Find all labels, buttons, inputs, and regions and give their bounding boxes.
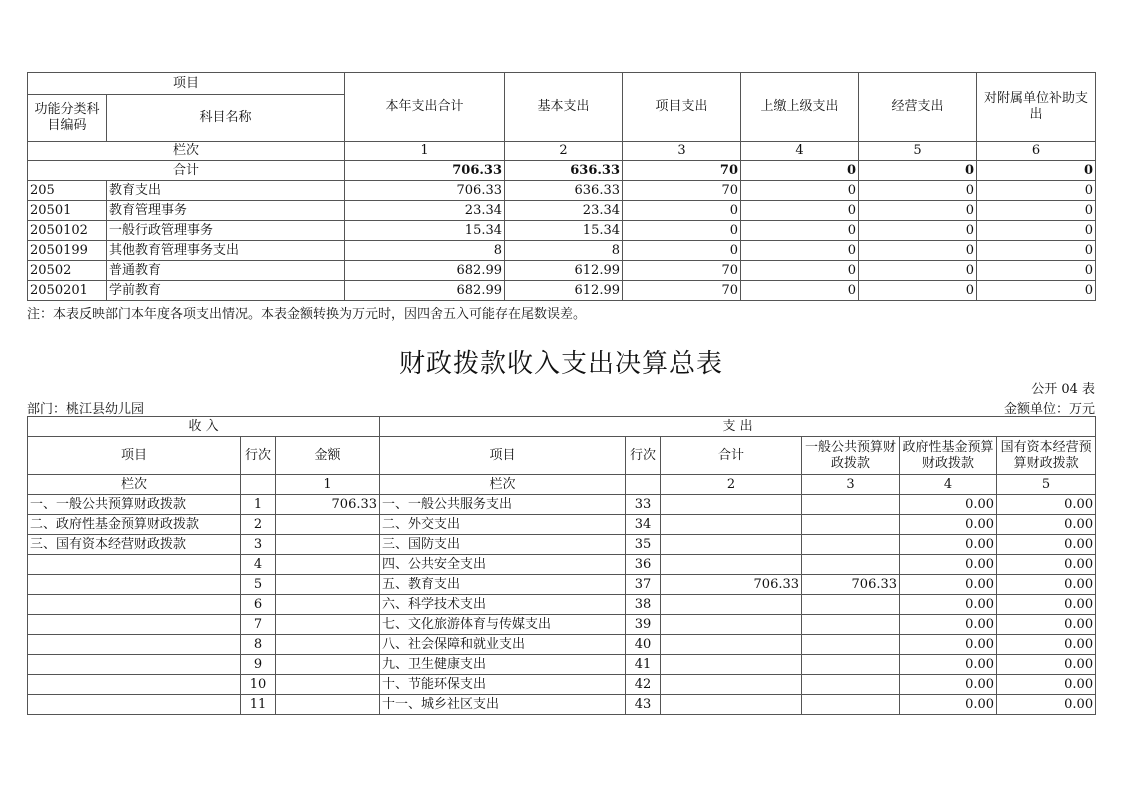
row-value: 0 <box>859 181 977 201</box>
row-value: 682.99 <box>345 261 505 281</box>
expense-general <box>802 695 900 715</box>
income-amount <box>276 675 380 695</box>
table-row <box>28 261 1096 281</box>
expense-general <box>802 535 900 555</box>
income-amount <box>276 555 380 575</box>
total-row <box>28 161 1096 181</box>
row-value: 70 <box>623 181 741 201</box>
total-label: 合计 <box>28 161 345 181</box>
expense-total <box>661 595 802 615</box>
income-amount <box>276 515 380 535</box>
col-header-project: 项目支出 <box>623 73 741 142</box>
form-code: 公开 04 表 <box>1031 382 1095 397</box>
exp-gov-fund-header: 政府性基金预算财政拨款 <box>900 437 997 475</box>
table-row <box>28 675 1096 695</box>
expense-general <box>802 675 900 695</box>
row-value: 0 <box>623 241 741 261</box>
expense-gov-fund: 0.00 <box>900 655 997 675</box>
row-name: 一般行政管理事务 <box>107 221 345 241</box>
row-value: 682.99 <box>345 281 505 301</box>
expense-line: 41 <box>626 655 661 675</box>
row-value: 0 <box>623 201 741 221</box>
inc-project-header: 项目 <box>28 437 241 475</box>
total-cell: 0 <box>977 161 1096 181</box>
row-name: 教育支出 <box>107 181 345 201</box>
table-row <box>28 575 1096 595</box>
col-num: 3 <box>623 142 741 161</box>
expense-gov-fund: 0.00 <box>900 515 997 535</box>
expense-total <box>661 635 802 655</box>
table-row <box>28 495 1096 515</box>
col-num: 3 <box>802 475 900 495</box>
income-item: 二、政府性基金预算财政拨款 <box>28 515 241 535</box>
row-name: 教育管理事务 <box>107 201 345 221</box>
expense-gov-fund: 0.00 <box>900 675 997 695</box>
row-value: 15.34 <box>505 221 623 241</box>
row-code: 2050102 <box>28 221 107 241</box>
subject-name-header: 科目名称 <box>107 95 345 142</box>
empty-cell <box>626 475 661 495</box>
expense-general <box>802 615 900 635</box>
income-line: 6 <box>241 595 276 615</box>
expense-item: 五、教育支出 <box>380 575 626 595</box>
table-row <box>28 221 1096 241</box>
expense-state-capital: 0.00 <box>997 695 1096 715</box>
col-num: 1 <box>276 475 380 495</box>
exp-total-header: 合计 <box>661 437 802 475</box>
expense-state-capital: 0.00 <box>997 615 1096 635</box>
row-value: 70 <box>623 281 741 301</box>
row-value: 0 <box>977 241 1096 261</box>
table-row <box>28 655 1096 675</box>
income-line: 9 <box>241 655 276 675</box>
income-line: 2 <box>241 515 276 535</box>
inc-line-header: 行次 <box>241 437 276 475</box>
income-item: 三、国有资本经营财政拨款 <box>28 535 241 555</box>
total-cell: 636.33 <box>505 161 623 181</box>
expense-item: 六、科学技术支出 <box>380 595 626 615</box>
expense-total <box>661 515 802 535</box>
col-num: 2 <box>661 475 802 495</box>
project-header: 项目 <box>28 73 345 95</box>
income-header: 收 入 <box>28 417 380 437</box>
table-row <box>28 515 1096 535</box>
expense-item: 七、文化旅游体育与传媒支出 <box>380 615 626 635</box>
income-amount <box>276 655 380 675</box>
total-cell: 70 <box>623 161 741 181</box>
expense-total <box>661 675 802 695</box>
total-cell: 0 <box>741 161 859 181</box>
table-note: 注：本表反映部门本年度各项支出情况。本表金额转换为万元时，因四舍五入可能存在尾数误差。 <box>27 307 587 322</box>
expense-general <box>802 655 900 675</box>
expense-gov-fund: 0.00 <box>900 695 997 715</box>
col-header-upper: 上缴上级支出 <box>741 73 859 142</box>
page-title: 财政拨款收入支出决算总表 <box>398 349 723 379</box>
expense-state-capital: 0.00 <box>997 655 1096 675</box>
inc-amount-header: 金额 <box>276 437 380 475</box>
expense-state-capital: 0.00 <box>997 575 1096 595</box>
row-value: 0 <box>859 201 977 221</box>
table-row <box>28 241 1096 261</box>
row-value: 23.34 <box>505 201 623 221</box>
expense-item: 四、公共安全支出 <box>380 555 626 575</box>
income-line: 4 <box>241 555 276 575</box>
income-item <box>28 675 241 695</box>
income-item <box>28 555 241 575</box>
income-line: 10 <box>241 675 276 695</box>
expense-item: 二、外交支出 <box>380 515 626 535</box>
row-name: 学前教育 <box>107 281 345 301</box>
exp-project-header: 项目 <box>380 437 626 475</box>
row-value: 612.99 <box>505 281 623 301</box>
exp-general-header: 一般公共预算财政拨款 <box>802 437 900 475</box>
expense-line: 35 <box>626 535 661 555</box>
expense-total <box>661 555 802 575</box>
row-value: 0 <box>623 221 741 241</box>
col-header-basic: 基本支出 <box>505 73 623 142</box>
row-value: 636.33 <box>505 181 623 201</box>
lanci-left: 栏次 <box>28 475 241 495</box>
exp-state-capital-header: 国有资本经营预算财政拨款 <box>997 437 1096 475</box>
expense-item: 八、社会保障和就业支出 <box>380 635 626 655</box>
total-cell: 0 <box>859 161 977 181</box>
expense-total <box>661 535 802 555</box>
income-amount <box>276 535 380 555</box>
expense-item: 三、国防支出 <box>380 535 626 555</box>
row-value: 0 <box>977 181 1096 201</box>
col-header-business: 经营支出 <box>859 73 977 142</box>
expense-line: 39 <box>626 615 661 635</box>
expense-state-capital: 0.00 <box>997 515 1096 535</box>
expense-line: 34 <box>626 515 661 535</box>
row-code: 205 <box>28 181 107 201</box>
col-header-subsidy: 对附属单位补助支出 <box>977 73 1096 142</box>
table-row <box>28 555 1096 575</box>
expense-general <box>802 515 900 535</box>
expense-line: 38 <box>626 595 661 615</box>
expense-gov-fund: 0.00 <box>900 595 997 615</box>
col-num: 1 <box>345 142 505 161</box>
row-value: 0 <box>741 181 859 201</box>
col-header-total: 本年支出合计 <box>345 73 505 142</box>
expense-general <box>802 635 900 655</box>
expense-item: 九、卫生健康支出 <box>380 655 626 675</box>
expense-state-capital: 0.00 <box>997 675 1096 695</box>
expense-line: 43 <box>626 695 661 715</box>
col-num: 5 <box>859 142 977 161</box>
income-amount: 706.33 <box>276 495 380 515</box>
func-code-header: 功能分类科目编码 <box>28 95 107 142</box>
row-value: 0 <box>977 261 1096 281</box>
table-row <box>28 281 1096 301</box>
lanci-label: 栏次 <box>28 142 345 161</box>
expense-line: 33 <box>626 495 661 515</box>
expense-total <box>661 655 802 675</box>
expense-gov-fund: 0.00 <box>900 635 997 655</box>
row-value: 0 <box>741 281 859 301</box>
empty-cell <box>241 475 276 495</box>
row-value: 70 <box>623 261 741 281</box>
expense-general <box>802 495 900 515</box>
income-amount <box>276 615 380 635</box>
col-num: 2 <box>505 142 623 161</box>
income-item <box>28 635 241 655</box>
col-num: 5 <box>997 475 1096 495</box>
table-row <box>28 695 1096 715</box>
exp-line-header: 行次 <box>626 437 661 475</box>
income-item <box>28 695 241 715</box>
income-item: 一、一般公共预算财政拨款 <box>28 495 241 515</box>
expense-line: 42 <box>626 675 661 695</box>
expense-state-capital: 0.00 <box>997 595 1096 615</box>
expense-line: 36 <box>626 555 661 575</box>
income-amount <box>276 575 380 595</box>
income-item <box>28 575 241 595</box>
income-item <box>28 615 241 635</box>
income-line: 5 <box>241 575 276 595</box>
expense-item: 十一、城乡社区支出 <box>380 695 626 715</box>
expense-state-capital: 0.00 <box>997 635 1096 655</box>
lanci-right: 栏次 <box>380 475 626 495</box>
expense-gov-fund: 0.00 <box>900 495 997 515</box>
row-value: 612.99 <box>505 261 623 281</box>
expense-total: 706.33 <box>661 575 802 595</box>
row-value: 0 <box>977 201 1096 221</box>
row-value: 0 <box>859 221 977 241</box>
col-num: 4 <box>741 142 859 161</box>
expense-state-capital: 0.00 <box>997 555 1096 575</box>
row-value: 8 <box>345 241 505 261</box>
row-name: 普通教育 <box>107 261 345 281</box>
table-row <box>28 535 1096 555</box>
row-code: 20501 <box>28 201 107 221</box>
expense-state-capital: 0.00 <box>997 495 1096 515</box>
expense-gov-fund: 0.00 <box>900 535 997 555</box>
row-name: 其他教育管理事务支出 <box>107 241 345 261</box>
income-line: 8 <box>241 635 276 655</box>
row-code: 2050199 <box>28 241 107 261</box>
income-line: 1 <box>241 495 276 515</box>
appropriation-summary-table <box>27 416 1096 715</box>
row-value: 15.34 <box>345 221 505 241</box>
expense-total <box>661 615 802 635</box>
expense-header: 支 出 <box>380 417 1096 437</box>
expense-item: 十、节能环保支出 <box>380 675 626 695</box>
row-value: 0 <box>859 281 977 301</box>
row-code: 20502 <box>28 261 107 281</box>
expense-total <box>661 695 802 715</box>
department-label: 部门：桃江县幼儿园 <box>27 402 145 417</box>
expense-gov-fund: 0.00 <box>900 555 997 575</box>
row-code: 2050201 <box>28 281 107 301</box>
expenditure-table <box>27 72 1096 301</box>
expense-line: 40 <box>626 635 661 655</box>
income-item <box>28 595 241 615</box>
expense-state-capital: 0.00 <box>997 535 1096 555</box>
expense-general <box>802 555 900 575</box>
total-cell: 706.33 <box>345 161 505 181</box>
expense-item: 一、一般公共服务支出 <box>380 495 626 515</box>
income-item <box>28 655 241 675</box>
income-line: 3 <box>241 535 276 555</box>
table-row <box>28 595 1096 615</box>
expense-total <box>661 495 802 515</box>
income-amount <box>276 595 380 615</box>
income-amount <box>276 695 380 715</box>
income-line: 7 <box>241 615 276 635</box>
row-value: 0 <box>977 281 1096 301</box>
income-line: 11 <box>241 695 276 715</box>
table-row <box>28 181 1096 201</box>
table-row <box>28 201 1096 221</box>
income-amount <box>276 635 380 655</box>
expense-general: 706.33 <box>802 575 900 595</box>
col-num: 6 <box>977 142 1096 161</box>
table-row <box>28 635 1096 655</box>
row-value: 0 <box>741 201 859 221</box>
expense-general <box>802 595 900 615</box>
amount-unit-label: 金额单位：万元 <box>1003 402 1095 417</box>
row-value: 0 <box>741 241 859 261</box>
row-value: 0 <box>859 261 977 281</box>
row-value: 0 <box>741 221 859 241</box>
row-value: 0 <box>741 261 859 281</box>
expense-gov-fund: 0.00 <box>900 615 997 635</box>
col-num: 4 <box>900 475 997 495</box>
expense-gov-fund: 0.00 <box>900 575 997 595</box>
row-value: 23.34 <box>345 201 505 221</box>
expense-line: 37 <box>626 575 661 595</box>
row-value: 0 <box>977 221 1096 241</box>
row-value: 706.33 <box>345 181 505 201</box>
table-row <box>28 615 1096 635</box>
row-value: 0 <box>859 241 977 261</box>
row-value: 8 <box>505 241 623 261</box>
